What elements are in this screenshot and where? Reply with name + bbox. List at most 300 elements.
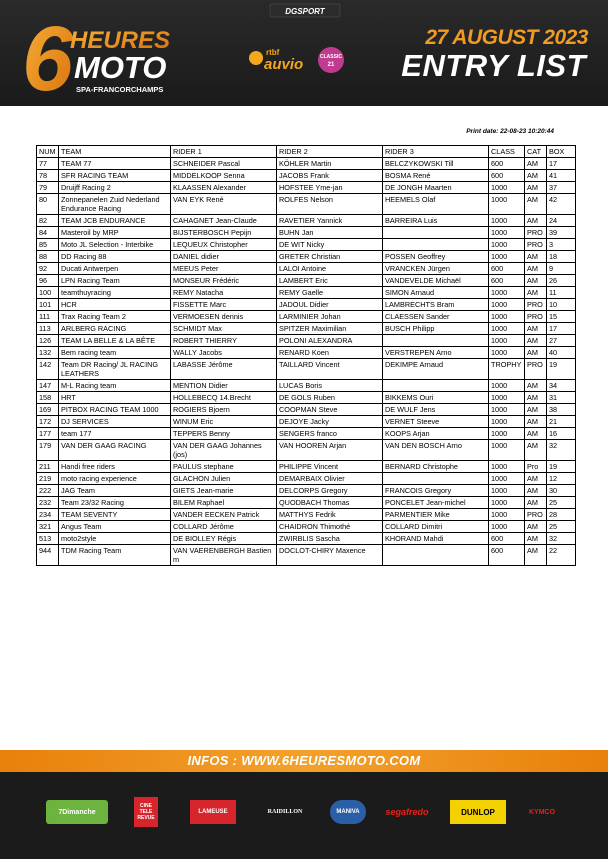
cell-team: Team 23/32 Racing [59, 497, 171, 509]
cell-rider1: LEQUEUX Christopher [171, 239, 277, 251]
cell-class: 600 [489, 545, 525, 566]
cell-box: 10 [547, 299, 576, 311]
cell-rider2: DOCLOT-CHIRY Maxence [277, 545, 383, 566]
cell-box: 25 [547, 497, 576, 509]
cell-num: 219 [37, 473, 59, 485]
cell-num: 79 [37, 182, 59, 194]
cell-box: 32 [547, 533, 576, 545]
table-row [37, 461, 576, 473]
cell-num: 944 [37, 545, 59, 566]
cell-rider3: PARMENTIER Mike [383, 509, 489, 521]
cell-cat: PRO [525, 359, 547, 380]
cell-rider2: LALOI Antoine [277, 263, 383, 275]
cell-num: 147 [37, 380, 59, 392]
cell-class: 1000 [489, 215, 525, 227]
cell-team: Ducati Antwerpen [59, 263, 171, 275]
cell-cat: AM [525, 323, 547, 335]
cell-rider2: DEMARBAIX Olivier [277, 473, 383, 485]
cell-rider3 [383, 335, 489, 347]
cell-team: HRT [59, 392, 171, 404]
cell-cat: AM [525, 335, 547, 347]
cell-num: 85 [37, 239, 59, 251]
header-banner [0, 0, 608, 106]
cell-num: 179 [37, 440, 59, 461]
cell-cat: AM [525, 440, 547, 461]
cell-num: 111 [37, 311, 59, 323]
cell-team: PITBOX RACING TEAM 1000 [59, 404, 171, 416]
table-row [37, 359, 576, 380]
cell-team: TEAM SEVENTY [59, 509, 171, 521]
cell-rider1: MENTION Didier [171, 380, 277, 392]
cell-rider1: VANDER EECKEN Patrick [171, 509, 277, 521]
cell-team: Druijff Racing 2 [59, 182, 171, 194]
cell-box: 9 [547, 263, 576, 275]
cell-rider2: ZWIRBLIS Sascha [277, 533, 383, 545]
cell-rider3 [383, 227, 489, 239]
cell-cat: AM [525, 287, 547, 299]
cell-rider3: PONCELET Jean-michel [383, 497, 489, 509]
cell-class: 600 [489, 533, 525, 545]
cell-num: 96 [37, 275, 59, 287]
cell-rider3: BARREIRA Luis [383, 215, 489, 227]
cell-cat: AM [525, 473, 547, 485]
sponsor-kymco: KYMCO [528, 808, 556, 816]
cell-num: 100 [37, 287, 59, 299]
cell-box: 18 [547, 251, 576, 263]
cell-rider1: MIDDELKOOP Senna [171, 170, 277, 182]
cell-num: 232 [37, 497, 59, 509]
cell-rider3: BOSMA René [383, 170, 489, 182]
cell-rider1: BILEM Raphael [171, 497, 277, 509]
cell-class: 1000 [489, 182, 525, 194]
cell-num: 177 [37, 428, 59, 440]
cell-rider2: COOPMAN Steve [277, 404, 383, 416]
cell-box: 31 [547, 392, 576, 404]
cell-cat: PRO [525, 311, 547, 323]
table-row [37, 440, 576, 461]
col-team: TEAM [59, 146, 171, 158]
cell-num: 222 [37, 485, 59, 497]
cell-box: 37 [547, 182, 576, 194]
cell-rider2: ROLFES Nelson [277, 194, 383, 215]
cell-rider1: COLLARD Jérôme [171, 521, 277, 533]
table-row [37, 275, 576, 287]
cell-box: 16 [547, 428, 576, 440]
sponsor-dunlop: DUNLOP [450, 800, 506, 824]
cell-cat: AM [525, 194, 547, 215]
col-num: NUM [37, 146, 59, 158]
cell-num: 172 [37, 416, 59, 428]
table-row [37, 428, 576, 440]
cell-team: teamthuyracing [59, 287, 171, 299]
cell-rider3: POSSEN Geoffrey [383, 251, 489, 263]
cell-box: 17 [547, 323, 576, 335]
cell-rider1: TEPPERS Benny [171, 428, 277, 440]
cell-num: 142 [37, 359, 59, 380]
cell-box: 39 [547, 227, 576, 239]
cell-cat: AM [525, 497, 547, 509]
cell-rider1: KLAASSEN Alexander [171, 182, 277, 194]
classic-logo: CLASSIC [320, 54, 342, 60]
cell-team: Team DR Racing/ JL RACING LEATHERS [59, 359, 171, 380]
cell-cat: PRO [525, 299, 547, 311]
cell-box: 12 [547, 473, 576, 485]
cell-rider2: JACOBS Frank [277, 170, 383, 182]
table-row [37, 215, 576, 227]
cell-box: 28 [547, 509, 576, 521]
cell-box: 30 [547, 485, 576, 497]
cell-rider3: VRANCKEN Jürgen [383, 263, 489, 275]
cell-box: 17 [547, 158, 576, 170]
table-row [37, 497, 576, 509]
cell-team: TEAM JCB ENDURANCE [59, 215, 171, 227]
cell-team: Masteroil by MRP [59, 227, 171, 239]
cell-class: 1000 [489, 428, 525, 440]
cell-team: M-L Racing team [59, 380, 171, 392]
table-row [37, 194, 576, 215]
cell-rider1: FISSETTE Marc [171, 299, 277, 311]
cell-rider1: VAN VAERENBERGH Bastien m [171, 545, 277, 566]
cell-cat: AM [525, 251, 547, 263]
cell-box: 21 [547, 416, 576, 428]
cell-rider3: BERNARD Christophe [383, 461, 489, 473]
table-row [37, 380, 576, 392]
svg-text:21: 21 [327, 62, 335, 68]
cell-team: VAN DER GAAG RACING [59, 440, 171, 461]
table-body [37, 158, 576, 566]
col-rider2: RIDER 2 [277, 146, 383, 158]
table-row [37, 311, 576, 323]
logo-sub: SPA-FRANCORCHAMPS [76, 85, 164, 94]
cell-class: 1000 [489, 287, 525, 299]
cell-num: 84 [37, 227, 59, 239]
cell-class: 1000 [489, 404, 525, 416]
cell-num: 82 [37, 215, 59, 227]
cell-rider2: POLONI ALEXANDRA [277, 335, 383, 347]
cell-class: 1000 [489, 416, 525, 428]
cell-rider3: LAMBRECHTS Bram [383, 299, 489, 311]
cell-team: Angus Team [59, 521, 171, 533]
cell-num: 77 [37, 158, 59, 170]
dgsport-logo: DGSPORT [285, 7, 325, 16]
cell-rider3: CLAESSEN Sander [383, 311, 489, 323]
event-date: 27 AUGUST 2023 [425, 26, 588, 49]
cell-team: moto racing experience [59, 473, 171, 485]
cell-box: 15 [547, 311, 576, 323]
page-title: ENTRY LIST [401, 48, 586, 83]
cell-rider1: GLACHON Julien [171, 473, 277, 485]
cell-cat: AM [525, 428, 547, 440]
sponsor-lameuse: LAMEUSE [190, 800, 236, 824]
cell-cat: AM [525, 182, 547, 194]
cell-num: 92 [37, 263, 59, 275]
table-row [37, 533, 576, 545]
cell-rider2: LAMBERT Eric [277, 275, 383, 287]
table-row [37, 392, 576, 404]
cell-rider3: DE JONGH Maarten [383, 182, 489, 194]
cell-num: 132 [37, 347, 59, 359]
cell-rider2: CHAIDRON Thimothé [277, 521, 383, 533]
cell-class: 1000 [489, 227, 525, 239]
cell-cat: PRO [525, 239, 547, 251]
cell-class: 1000 [489, 473, 525, 485]
table-row [37, 158, 576, 170]
cell-cat: PRO [525, 227, 547, 239]
cell-rider1: REMY Natacha [171, 287, 277, 299]
sponsor-7dimanche: 7Dimanche [46, 800, 108, 824]
table-row [37, 509, 576, 521]
cell-class: 1000 [489, 521, 525, 533]
cell-rider1: ROGIERS Bjoern [171, 404, 277, 416]
cell-box: 34 [547, 380, 576, 392]
cell-class: TROPHY [489, 359, 525, 380]
cell-rider1: WINUM Eric [171, 416, 277, 428]
cell-rider2: MATTHYS Fedrik [277, 509, 383, 521]
cell-rider2: SPITZER Maximilian [277, 323, 383, 335]
cell-team: team 177 [59, 428, 171, 440]
cell-team: Zonnepanelen Zuid Nederland Endurance Racing [59, 194, 171, 215]
cell-rider3 [383, 473, 489, 485]
cell-team: moto2style [59, 533, 171, 545]
cell-class: 1000 [489, 335, 525, 347]
cell-num: 234 [37, 509, 59, 521]
table-row [37, 251, 576, 263]
footer [0, 750, 608, 859]
cell-cat: AM [525, 347, 547, 359]
cell-class: 1000 [489, 497, 525, 509]
cell-team: JAG Team [59, 485, 171, 497]
cell-class: 1000 [489, 509, 525, 521]
cell-rider2: GRETER Christian [277, 251, 383, 263]
cell-class: 1000 [489, 194, 525, 215]
cell-box: 11 [547, 287, 576, 299]
cell-box: 22 [547, 545, 576, 566]
cell-class: 1000 [489, 251, 525, 263]
sponsor-raidillon: RAIDILLON [267, 809, 303, 815]
logo-six: 6 [22, 8, 74, 106]
cell-rider3 [383, 380, 489, 392]
cell-rider1: BIJSTERBOSCH Pepijn [171, 227, 277, 239]
cell-team: Trax Racing Team 2 [59, 311, 171, 323]
cell-class: 600 [489, 158, 525, 170]
cell-rider3: KOOPS Arjan [383, 428, 489, 440]
col-class: CLASS [489, 146, 525, 158]
cell-rider2: LARMINIER Johan [277, 311, 383, 323]
cell-team: LPN Racing Team [59, 275, 171, 287]
cell-rider1: VERMOESEN dennis [171, 311, 277, 323]
table-row [37, 416, 576, 428]
cell-rider3: VANDEVELDE Michaël [383, 275, 489, 287]
cell-rider3: SIMON Arnaud [383, 287, 489, 299]
footer-info[interactable]: INFOS : WWW.6HEURESMOTO.COM [187, 753, 421, 768]
cell-cat: AM [525, 215, 547, 227]
cell-rider2: HOFSTEE Yme-jan [277, 182, 383, 194]
cell-rider3: VERNET Steeve [383, 416, 489, 428]
cell-box: 26 [547, 275, 576, 287]
cell-team: ARLBERG RACING [59, 323, 171, 335]
cell-num: 321 [37, 521, 59, 533]
cell-rider1: VAN DER GAAG Johannes (jos) [171, 440, 277, 461]
table-row [37, 239, 576, 251]
cell-box: 41 [547, 170, 576, 182]
cell-num: 169 [37, 404, 59, 416]
cell-rider3 [383, 239, 489, 251]
table-row [37, 182, 576, 194]
cell-box: 27 [547, 335, 576, 347]
cell-rider3: BUSCH Philipp [383, 323, 489, 335]
cell-rider2: REMY Gaelle [277, 287, 383, 299]
cell-rider2: DE WIT Nicky [277, 239, 383, 251]
cell-rider2: DE GOLS Ruben [277, 392, 383, 404]
cell-rider2: SENGERS franco [277, 428, 383, 440]
table-row [37, 299, 576, 311]
cell-team: SFR RACING TEAM [59, 170, 171, 182]
cell-class: 600 [489, 170, 525, 182]
cell-rider2: VAN HOOREN Arjan [277, 440, 383, 461]
table-row [37, 473, 576, 485]
cell-class: 1000 [489, 461, 525, 473]
cell-box: 38 [547, 404, 576, 416]
cell-rider3: HEEMELS Olaf [383, 194, 489, 215]
cell-rider1: VAN EYK René [171, 194, 277, 215]
cell-num: 513 [37, 533, 59, 545]
cell-class: 1000 [489, 485, 525, 497]
table-row [37, 545, 576, 566]
cell-cat: AM [525, 170, 547, 182]
sponsor-segafredo: segafredo [385, 807, 429, 817]
cell-num: 211 [37, 461, 59, 473]
logo-heures: HEURES [70, 27, 171, 54]
table-row [37, 227, 576, 239]
cell-num: 101 [37, 299, 59, 311]
cell-box: 32 [547, 440, 576, 461]
cell-cat: AM [525, 263, 547, 275]
cell-rider1: MEEUS Peter [171, 263, 277, 275]
cell-cat: AM [525, 521, 547, 533]
cell-rider3: DE WULF Jens [383, 404, 489, 416]
table-row [37, 170, 576, 182]
cell-num: 78 [37, 170, 59, 182]
cell-cat: AM [525, 275, 547, 287]
cell-team: TEAM LA BELLE & LA BÊTE [59, 335, 171, 347]
cell-rider1: HOLLEBECQ 14.Brecht [171, 392, 277, 404]
table-row [37, 485, 576, 497]
cell-team: DD Racing 88 [59, 251, 171, 263]
col-rider1: RIDER 1 [171, 146, 277, 158]
cell-box: 19 [547, 461, 576, 473]
table-row [37, 404, 576, 416]
cell-team: DJ SERVICES [59, 416, 171, 428]
cell-class: 1000 [489, 239, 525, 251]
cell-rider2: DELCORPS Gregory [277, 485, 383, 497]
cell-cat: AM [525, 380, 547, 392]
entry-table [36, 145, 576, 566]
cell-class: 1000 [489, 380, 525, 392]
cell-rider1: SCHNEIDER Pascal [171, 158, 277, 170]
cell-cat: Pro [525, 461, 547, 473]
cell-team: Bem racing team [59, 347, 171, 359]
cell-num: 113 [37, 323, 59, 335]
cell-cat: AM [525, 545, 547, 566]
cell-rider2: QUODBACH Thomas [277, 497, 383, 509]
cell-rider2: TAILLARD Vincent [277, 359, 383, 380]
cell-class: 1000 [489, 347, 525, 359]
cell-rider1: LABASSE Jérôme [171, 359, 277, 380]
cell-num: 126 [37, 335, 59, 347]
cell-team: TDM Racing Team [59, 545, 171, 566]
table-row [37, 335, 576, 347]
cell-box: 3 [547, 239, 576, 251]
col-box: BOX [547, 146, 576, 158]
cell-rider2: LUCAS Boris [277, 380, 383, 392]
table-row [37, 323, 576, 335]
cell-class: 1000 [489, 392, 525, 404]
print-date: Print date: 22-08-23 10:20:44 [466, 128, 554, 135]
cell-team: Handi free riders [59, 461, 171, 473]
cell-rider2: KÖHLER Martin [277, 158, 383, 170]
table-header-row [37, 146, 576, 158]
cell-rider1: CAHAGNET Jean-Claude [171, 215, 277, 227]
cell-team: HCR [59, 299, 171, 311]
cell-cat: AM [525, 416, 547, 428]
cell-rider2: PHILIPPE Vincent [277, 461, 383, 473]
cell-rider3: VAN DEN BOSCH Arno [383, 440, 489, 461]
cell-class: 1000 [489, 440, 525, 461]
cell-team: Moto JL Selection - Interbike [59, 239, 171, 251]
cell-num: 80 [37, 194, 59, 215]
cell-rider1: GIETS Jean-marie [171, 485, 277, 497]
cell-rider1: WALLY Jacobs [171, 347, 277, 359]
col-rider3: RIDER 3 [383, 146, 489, 158]
cell-num: 158 [37, 392, 59, 404]
cell-class: 1000 [489, 323, 525, 335]
cell-class: 1000 [489, 311, 525, 323]
cell-rider3: FRANCOIS Gregory [383, 485, 489, 497]
table-row [37, 521, 576, 533]
cell-class: 1000 [489, 299, 525, 311]
cell-rider3: DEKIMPE Arnaud [383, 359, 489, 380]
cell-rider1: DE BIOLLEY Régis [171, 533, 277, 545]
cell-rider1: ROBERT THIERRY [171, 335, 277, 347]
cell-rider3: KHORAND Mahdi [383, 533, 489, 545]
cell-rider3: VERSTREPEN Arno [383, 347, 489, 359]
cell-rider1: SCHMIDT Max [171, 323, 277, 335]
cell-box: 42 [547, 194, 576, 215]
cell-rider1: DANIEL didier [171, 251, 277, 263]
cell-rider1: PAULUS stephane [171, 461, 277, 473]
cell-rider2: RENARD Koen [277, 347, 383, 359]
cell-rider3 [383, 545, 489, 566]
table-row [37, 263, 576, 275]
cell-rider2: JADOUL Didier [277, 299, 383, 311]
cell-cat: AM [525, 533, 547, 545]
auvio-logo: auvio [264, 56, 304, 73]
sponsor-cinetele: CINE TELE REVUE [134, 797, 158, 827]
table-row [37, 287, 576, 299]
cell-class: 600 [489, 263, 525, 275]
cell-class: 600 [489, 275, 525, 287]
cell-cat: AM [525, 392, 547, 404]
cell-cat: AM [525, 485, 547, 497]
cell-box: 40 [547, 347, 576, 359]
cell-rider3: BIKKEMS Ouri [383, 392, 489, 404]
cell-box: 24 [547, 215, 576, 227]
cell-team: TEAM 77 [59, 158, 171, 170]
cell-cat: AM [525, 158, 547, 170]
sponsor-maniva: MANIVA [330, 800, 366, 824]
cell-rider1: MONSEUR Frédéric [171, 275, 277, 287]
logo-moto: MOTO [74, 50, 167, 85]
